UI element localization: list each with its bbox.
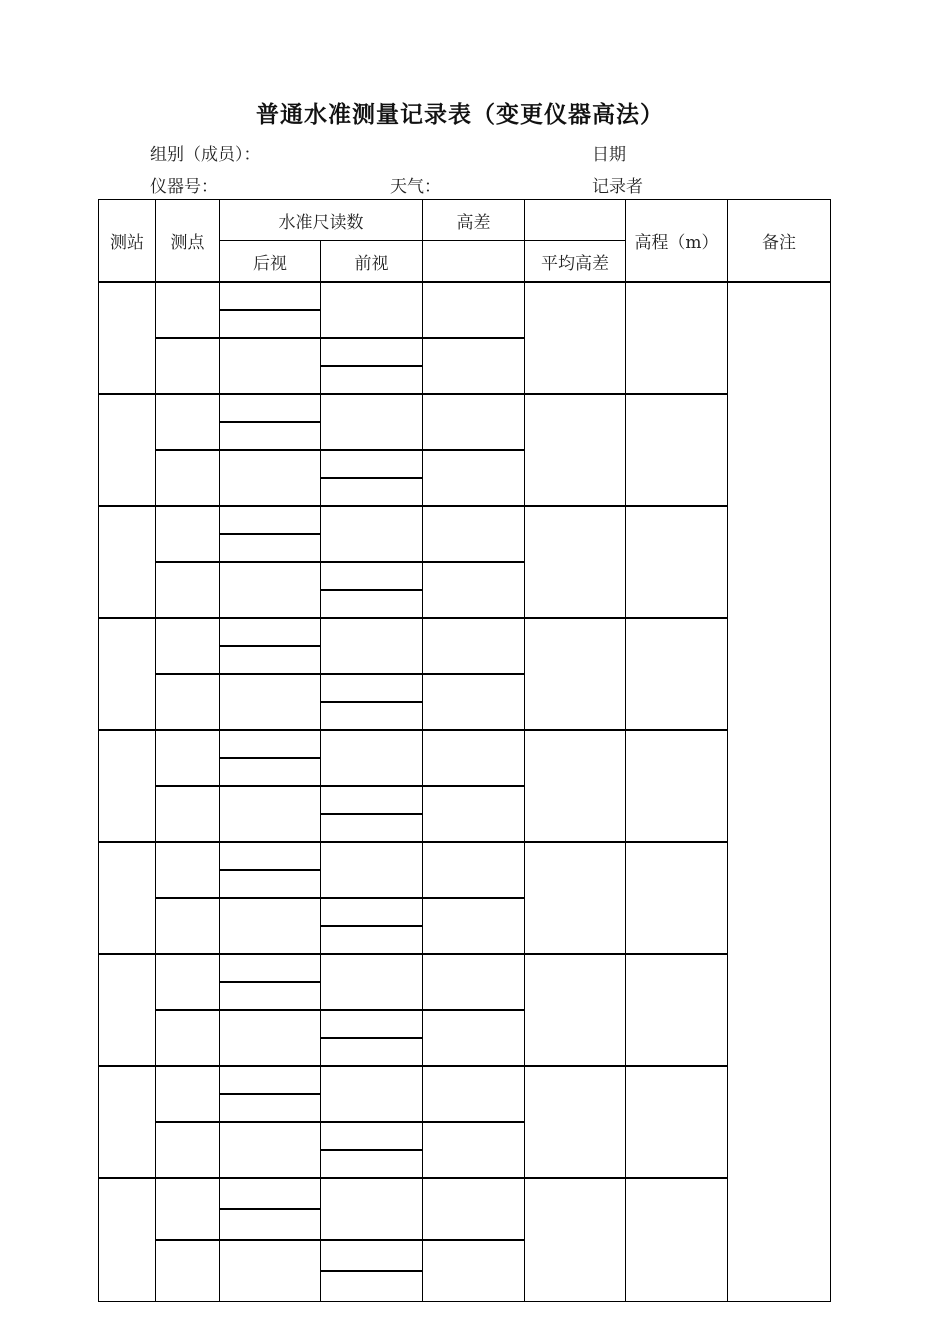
elevation-cell[interactable] (626, 394, 728, 506)
backsight-cell[interactable] (220, 1094, 321, 1122)
point-cell[interactable] (156, 506, 220, 562)
backsight-cell[interactable] (220, 562, 321, 618)
foresight-cell[interactable] (321, 814, 423, 842)
height-diff-cell[interactable] (423, 1122, 525, 1178)
foresight-cell[interactable] (321, 562, 423, 590)
height-diff-cell[interactable] (423, 674, 525, 730)
avg-height-diff-cell[interactable] (525, 1178, 626, 1302)
foresight-cell[interactable] (321, 1150, 423, 1178)
avg-height-diff-cell[interactable] (525, 954, 626, 1066)
station-cell[interactable] (99, 1066, 156, 1178)
header-point: 测点 (156, 200, 220, 283)
date-label: 日期 (592, 145, 626, 165)
foresight-cell[interactable] (321, 1271, 423, 1302)
backsight-cell[interactable] (220, 758, 321, 786)
point-cell[interactable] (156, 786, 220, 842)
point-cell[interactable] (156, 562, 220, 618)
foresight-cell[interactable] (321, 366, 423, 394)
station-cell[interactable] (99, 282, 156, 394)
backsight-cell[interactable] (220, 394, 321, 422)
height-diff-cell[interactable] (423, 618, 525, 674)
point-cell[interactable] (156, 282, 220, 338)
remarks-cell[interactable] (728, 282, 831, 1302)
backsight-cell[interactable] (220, 338, 321, 394)
page-title: 普通水准测量记录表（变更仪器高法） (256, 101, 664, 128)
backsight-cell[interactable] (220, 1122, 321, 1178)
height-diff-cell[interactable] (423, 898, 525, 954)
avg-height-diff-cell[interactable] (525, 730, 626, 842)
height-diff-cell[interactable] (423, 842, 525, 898)
table-row (99, 954, 831, 982)
point-cell[interactable] (156, 1178, 220, 1240)
point-cell[interactable] (156, 394, 220, 450)
backsight-cell[interactable] (220, 618, 321, 646)
elevation-cell[interactable] (626, 842, 728, 954)
height-diff-cell[interactable] (423, 1066, 525, 1122)
leveling-record-table (98, 199, 831, 1302)
table-row (99, 730, 831, 758)
height-diff-cell[interactable] (423, 394, 525, 450)
station-cell[interactable] (99, 394, 156, 506)
station-cell[interactable] (99, 842, 156, 954)
backsight-cell[interactable] (220, 730, 321, 758)
foresight-cell[interactable] (321, 786, 423, 814)
backsight-cell[interactable] (220, 1066, 321, 1094)
header-foresight: 前视 (321, 241, 423, 283)
elevation-cell[interactable] (626, 1066, 728, 1178)
height-diff-cell[interactable] (423, 1240, 525, 1302)
backsight-cell[interactable] (220, 450, 321, 506)
foresight-cell[interactable] (321, 506, 423, 562)
header-blank-cell (423, 241, 525, 283)
elevation-cell[interactable] (626, 730, 728, 842)
elevation-cell[interactable] (626, 954, 728, 1066)
foresight-cell[interactable] (321, 674, 423, 702)
foresight-cell[interactable] (321, 898, 423, 926)
backsight-cell[interactable] (220, 1010, 321, 1066)
foresight-cell[interactable] (321, 590, 423, 618)
elevation-cell[interactable] (626, 1178, 728, 1302)
foresight-cell[interactable] (321, 1240, 423, 1271)
avg-height-diff-cell[interactable] (525, 282, 626, 394)
table-row (99, 618, 831, 646)
table-row (99, 506, 831, 534)
point-cell[interactable] (156, 1122, 220, 1178)
point-cell[interactable] (156, 842, 220, 898)
backsight-cell[interactable] (220, 310, 321, 338)
backsight-cell[interactable] (220, 842, 321, 870)
header-avg-height-diff: 平均高差 (525, 241, 626, 283)
point-cell[interactable] (156, 618, 220, 674)
height-diff-cell[interactable] (423, 338, 525, 394)
foresight-cell[interactable] (321, 954, 423, 1010)
foresight-cell[interactable] (321, 338, 423, 366)
backsight-cell[interactable] (220, 506, 321, 534)
backsight-cell[interactable] (220, 674, 321, 730)
foresight-cell[interactable] (321, 1122, 423, 1150)
foresight-cell[interactable] (321, 450, 423, 478)
station-cell[interactable] (99, 506, 156, 618)
table-row (99, 842, 831, 870)
avg-height-diff-cell[interactable] (525, 394, 626, 506)
header-height-diff: 高差 (423, 200, 525, 241)
backsight-cell[interactable] (220, 786, 321, 842)
backsight-cell[interactable] (220, 898, 321, 954)
elevation-cell[interactable] (626, 282, 728, 394)
foresight-cell[interactable] (321, 842, 423, 898)
point-cell[interactable] (156, 1240, 220, 1302)
avg-height-diff-cell[interactable] (525, 1066, 626, 1178)
foresight-cell[interactable] (321, 1038, 423, 1066)
avg-height-diff-cell[interactable] (525, 618, 626, 730)
backsight-cell[interactable] (220, 646, 321, 674)
foresight-cell[interactable] (321, 702, 423, 730)
table-row (99, 1178, 831, 1209)
height-diff-cell[interactable] (423, 450, 525, 506)
foresight-cell[interactable] (321, 1178, 423, 1240)
table-row (99, 394, 831, 422)
height-diff-cell[interactable] (423, 282, 525, 338)
header-backsight: 后视 (220, 241, 321, 283)
header-elevation: 高程（m） (626, 200, 728, 283)
backsight-cell[interactable] (220, 870, 321, 898)
elevation-cell[interactable] (626, 506, 728, 618)
backsight-cell[interactable] (220, 1178, 321, 1209)
elevation-cell[interactable] (626, 618, 728, 730)
weather-label: 天气： (390, 177, 441, 197)
foresight-cell[interactable] (321, 618, 423, 674)
foresight-cell[interactable] (321, 926, 423, 954)
table-row (99, 282, 831, 310)
foresight-cell[interactable] (321, 730, 423, 786)
backsight-cell[interactable] (220, 954, 321, 982)
header-station: 测站 (99, 200, 156, 283)
group-members-label: 组别（成员）： (150, 145, 261, 165)
foresight-cell[interactable] (321, 478, 423, 506)
backsight-cell[interactable] (220, 282, 321, 310)
foresight-cell[interactable] (321, 394, 423, 450)
point-cell[interactable] (156, 450, 220, 506)
header-remarks: 备注 (728, 200, 831, 283)
height-diff-cell[interactable] (423, 562, 525, 618)
avg-height-diff-cell[interactable] (525, 506, 626, 618)
height-diff-cell[interactable] (423, 786, 525, 842)
height-diff-cell[interactable] (423, 1010, 525, 1066)
point-cell[interactable] (156, 1010, 220, 1066)
foresight-cell[interactable] (321, 282, 423, 338)
foresight-cell[interactable] (321, 1010, 423, 1038)
station-cell[interactable] (99, 730, 156, 842)
instrument-number-label: 仪器号： (150, 177, 218, 197)
backsight-cell[interactable] (220, 1240, 321, 1302)
height-diff-cell[interactable] (423, 1178, 525, 1240)
header-blank-cell (525, 200, 626, 241)
backsight-cell[interactable] (220, 534, 321, 562)
point-cell[interactable] (156, 338, 220, 394)
header-rod-reading: 水准尺读数 (220, 200, 423, 241)
station-cell[interactable] (99, 954, 156, 1066)
table-row (99, 1066, 831, 1094)
point-cell[interactable] (156, 1066, 220, 1122)
point-cell[interactable] (156, 954, 220, 1010)
point-cell[interactable] (156, 730, 220, 786)
point-cell[interactable] (156, 674, 220, 730)
height-diff-cell[interactable] (423, 730, 525, 786)
recorder-label: 记录者 (592, 177, 643, 197)
foresight-cell[interactable] (321, 1066, 423, 1122)
height-diff-cell[interactable] (423, 954, 525, 1010)
point-cell[interactable] (156, 898, 220, 954)
backsight-cell[interactable] (220, 982, 321, 1010)
station-cell[interactable] (99, 1178, 156, 1302)
station-cell[interactable] (99, 618, 156, 730)
height-diff-cell[interactable] (423, 506, 525, 562)
avg-height-diff-cell[interactable] (525, 842, 626, 954)
backsight-cell[interactable] (220, 1209, 321, 1240)
backsight-cell[interactable] (220, 422, 321, 450)
